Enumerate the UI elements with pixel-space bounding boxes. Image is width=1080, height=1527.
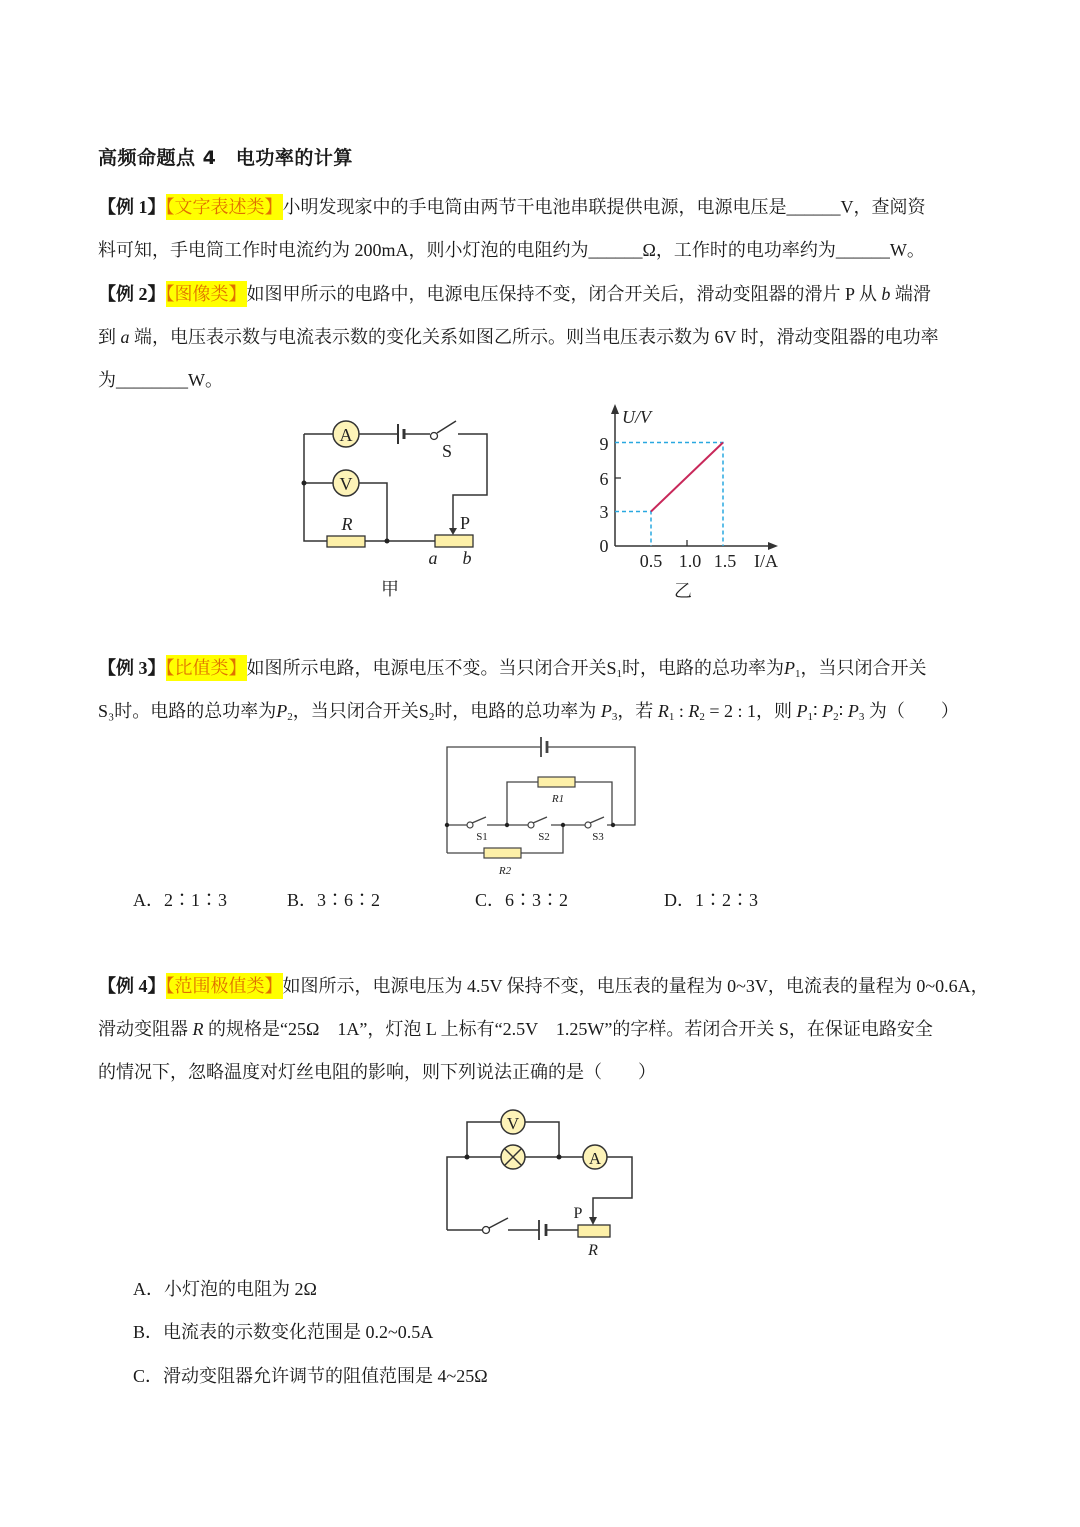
option-a[interactable]: A．小灯泡的电阻为 2Ω <box>133 1279 317 1299</box>
junction-dot <box>505 823 509 827</box>
text-segment: 料可知，手电筒工作时电流约为 200mA，则小灯泡的电阻约为______Ω，工作时的电功率约为______W。 <box>98 240 925 260</box>
text-segment: ，若 <box>617 701 658 721</box>
y-tick-label: 0 <box>599 536 609 556</box>
resistor-label: R <box>341 514 353 534</box>
option-b[interactable]: B．3∶6∶2 <box>287 890 381 910</box>
text-segment: 3 <box>611 711 618 723</box>
text-segment: R <box>192 1019 204 1039</box>
junction-dot <box>611 823 615 827</box>
text-segment: 如图所示电路，电源电压不变。当只闭合开关S <box>246 658 617 678</box>
text-segment: 滑动变阻器 <box>98 1019 193 1039</box>
x-tick-label: 0.5 <box>639 551 663 571</box>
text-segment: 3 <box>858 711 865 723</box>
x-axis-arrow-icon <box>768 542 778 550</box>
ammeter-label: A <box>588 1149 602 1168</box>
text-segment: 如图甲所示的电路中，电源电压保持不变，闭合开关后，滑动变阻器的滑片 P 从 <box>246 284 882 304</box>
switch-s3-icon <box>585 822 591 828</box>
example-label: 【例 3】 <box>98 658 166 678</box>
s3-label: S3 <box>592 831 604 843</box>
ammeter-label: A <box>339 425 353 445</box>
text-segment: ，当只闭合开关 <box>800 658 927 678</box>
y-tick-label: 9 <box>599 434 609 454</box>
text-segment: P <box>276 701 288 721</box>
end-a-label: a <box>428 548 438 568</box>
option-d[interactable]: D．1∶2∶3 <box>664 890 758 910</box>
resistor-icon <box>327 536 365 547</box>
text-segment: 1 <box>668 711 675 723</box>
rheostat-icon <box>578 1225 610 1237</box>
text-segment: 时，电路的总功率为 <box>622 658 785 678</box>
y-tick-label: 6 <box>599 469 609 489</box>
text-segment: : <box>674 701 689 721</box>
category-tag: 【文字表述类】 <box>166 194 283 220</box>
lamp-icon <box>501 1145 525 1169</box>
resistor-r1-icon <box>538 777 575 787</box>
figure-caption: 甲 <box>381 579 399 599</box>
end-b-label: b <box>462 548 472 568</box>
option-a[interactable]: A．2∶1∶3 <box>133 890 227 910</box>
text-segment: 2 <box>833 711 839 723</box>
voltmeter-label: V <box>339 474 353 494</box>
text-segment: 到 <box>98 327 121 347</box>
figure-caption: 乙 <box>674 581 692 601</box>
y-axis-arrow-icon <box>611 404 619 414</box>
text-segment: 为________W。 <box>98 370 223 390</box>
text-segment: 时，电路的总功率为 <box>434 701 601 721</box>
text-segment: 1 <box>795 668 801 680</box>
text-segment: 的规格是“25Ω 1A”，灯泡 L 上标有“2.5V 1.25W”的字样。若闭合开关 S，在保证电路安全 <box>203 1019 933 1039</box>
text-segment: 端滑 <box>890 284 931 304</box>
junction-dot <box>445 823 449 827</box>
x-axis-label: I/A <box>754 551 778 571</box>
option-b[interactable]: B．电流表的示数变化范围是 0.2~0.5A <box>133 1322 434 1342</box>
switch-label: S <box>441 441 453 461</box>
slider-arrow-icon <box>589 1217 597 1225</box>
text-segment: R <box>688 701 700 721</box>
junction-dot <box>302 481 307 486</box>
text-segment: ∶ <box>838 701 848 721</box>
x-tick-label: 1.5 <box>713 551 737 571</box>
text-segment: R <box>657 701 669 721</box>
category-tag: 【图像类】 <box>166 281 247 307</box>
switch-icon <box>483 1227 490 1234</box>
resistor-r2-icon <box>484 848 521 858</box>
text-segment: 小明发现家中的手电筒由两节干电池串联提供电源，电源电压是______V，查阅资 <box>282 197 926 217</box>
junction-dot <box>557 1155 562 1160</box>
s2-label: S2 <box>538 831 550 843</box>
rheostat-icon <box>435 535 473 547</box>
text-segment: = 2 : 1，则 <box>704 701 797 721</box>
voltmeter-label: V <box>506 1114 520 1133</box>
junction-dot <box>465 1155 470 1160</box>
resistor-label: R <box>588 1242 598 1259</box>
x-tick-label: 1.0 <box>678 551 702 571</box>
r1-label: R1 <box>551 793 565 805</box>
option-c[interactable]: C．6∶3∶2 <box>475 890 569 910</box>
text-segment: P <box>796 701 808 721</box>
data-line <box>651 443 723 512</box>
text-segment: ，当只闭合开关S <box>292 701 429 721</box>
text-segment: 1 <box>616 668 623 680</box>
guide-line <box>615 512 651 547</box>
s1-label: S1 <box>476 831 488 843</box>
switch-contact-icon <box>431 433 438 440</box>
ui-graph <box>600 404 779 601</box>
r2-label: R2 <box>498 865 512 877</box>
switch-s2-icon <box>528 822 534 828</box>
text-segment: 1 <box>807 711 813 723</box>
text-segment: 2 <box>287 711 293 723</box>
text-segment: b <box>881 284 891 304</box>
text-segment: 如图所示，电源电压为 4.5V 保持不变，电压表的量程为 0~3V，电流表的量程为 0~0.6A， <box>282 976 989 996</box>
slider-label: P <box>459 513 471 533</box>
slider-arrow-icon <box>449 528 457 535</box>
category-tag: 【比值类】 <box>166 655 247 681</box>
section-heading: 高频命题点 4 电功率的计算 <box>98 147 353 169</box>
circuit-diagram-4 <box>447 1122 632 1240</box>
y-axis-label: U/V <box>622 407 651 427</box>
category-tag: 【范围极值类】 <box>166 973 283 999</box>
y-tick-label: 3 <box>599 502 609 522</box>
text-segment: ∶ <box>812 701 823 721</box>
example-label: 【例 1】 <box>98 197 166 217</box>
text-segment: P <box>822 701 834 721</box>
example-label: 【例 4】 <box>98 976 166 996</box>
text-segment: P <box>847 701 859 721</box>
text-segment: 2 <box>699 711 705 723</box>
text-segment: P <box>600 701 612 721</box>
text-segment: a <box>120 327 130 347</box>
text-segment: 端，电压表示数与电流表示数的变化关系如图乙所示。则当电压表示数为 6V 时，滑动变阻器的电功率 <box>129 327 939 347</box>
switch-s1-icon <box>467 822 473 828</box>
text-segment: 2 <box>428 711 435 723</box>
text-segment: 为（ ） <box>864 701 959 721</box>
text-segment: S₃时。电路的总功率为 <box>98 701 277 721</box>
text-segment: P <box>784 658 796 678</box>
option-c[interactable]: C．滑动变阻器允许调节的阻值范围是 4~25Ω <box>133 1366 488 1386</box>
text-segment: 的情况下，忽略温度对灯丝电阻的影响，则下列说法正确的是（ ） <box>98 1062 656 1082</box>
junction-dot <box>385 539 390 544</box>
junction-dot <box>561 823 565 827</box>
example-label: 【例 2】 <box>98 284 166 304</box>
slider-label: P <box>573 1205 583 1222</box>
